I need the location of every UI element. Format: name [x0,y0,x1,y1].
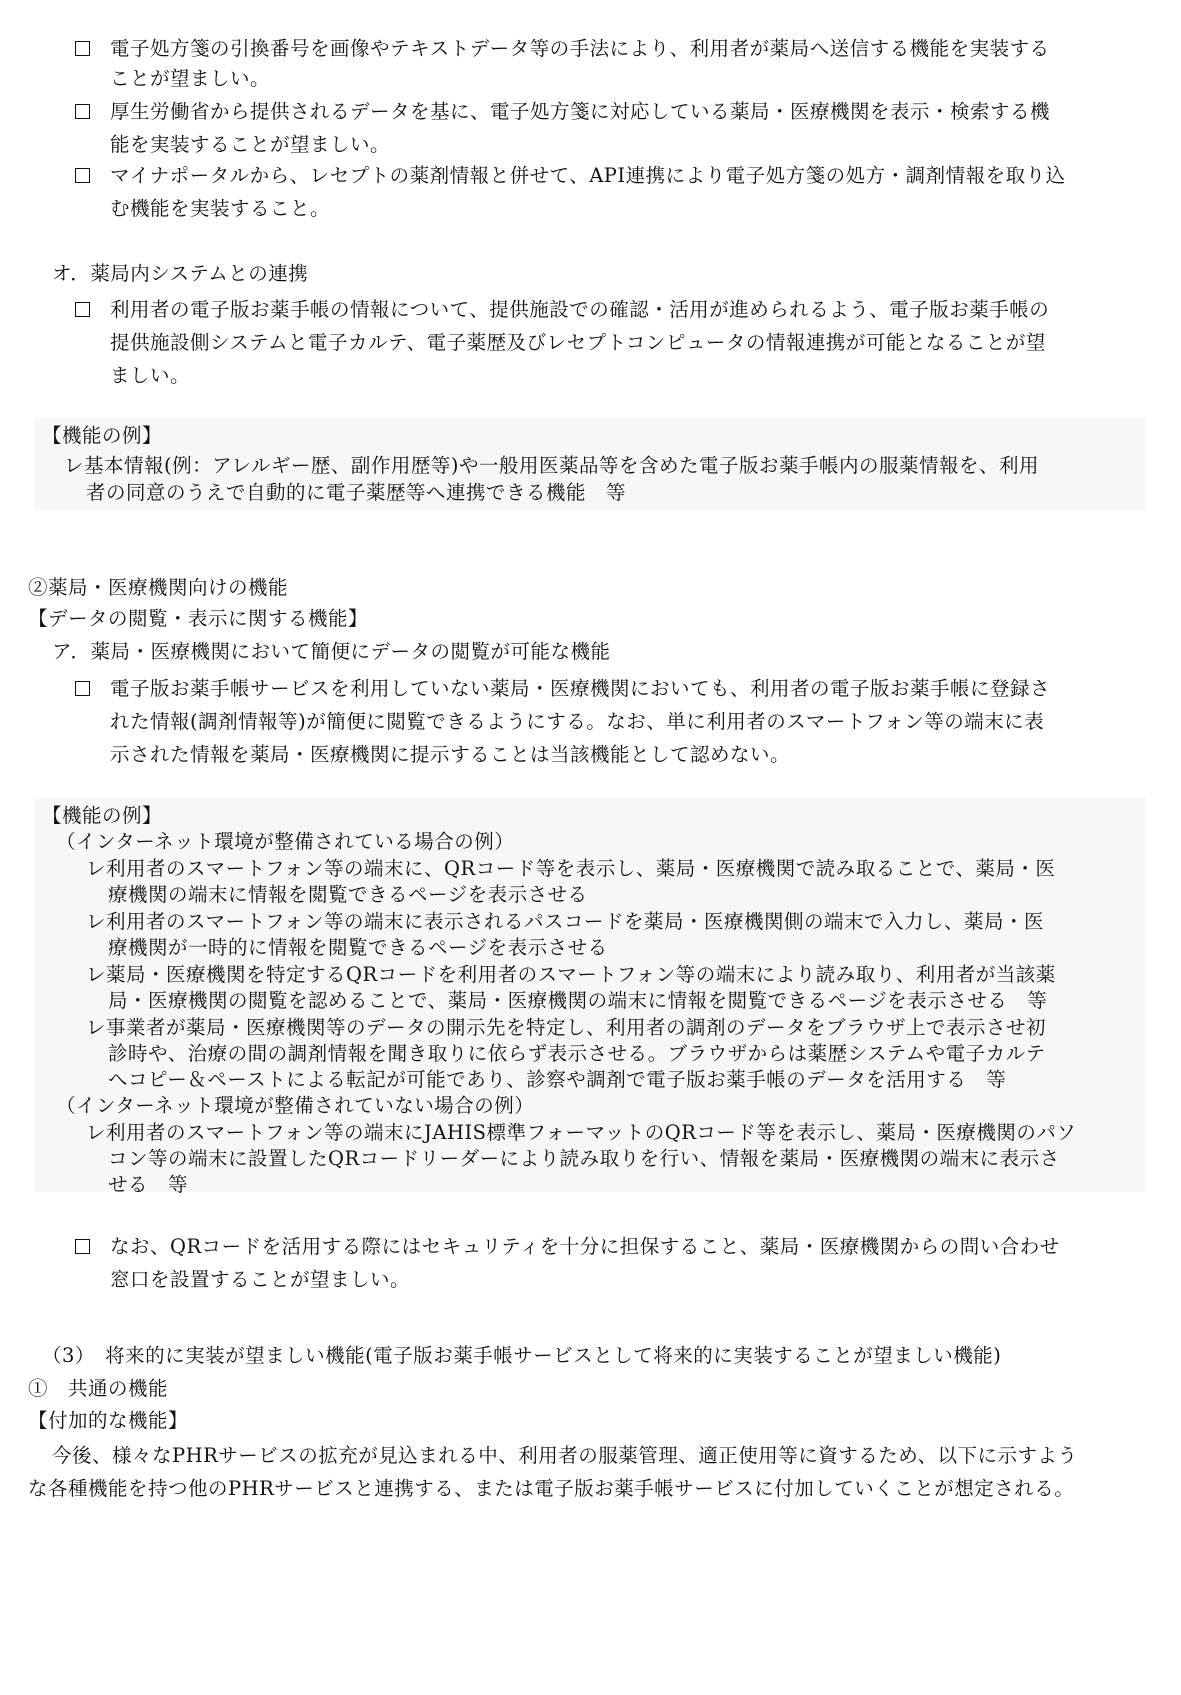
example-item-line: レ利用者のスマートフォン等の端末に表示されるパスコードを薬局・医療機関側の端末で入力し、薬局・医 [86,910,1045,933]
example-item-line: レ利用者のスマートフォン等の端末に、QRコード等を表示し、薬局・医療機関で読み取ることで、薬局・医 [86,857,1056,880]
example-subheading: （インターネット環境が整備されている場合の例） [56,830,515,853]
example-box-title: 【機能の例】 [42,804,163,827]
list-item-line: 提供施設側システムと電子カルテ、電子薬歴及びレセプトコンピュータの情報連携が可能となることが望 [110,331,1046,354]
list-item-line: む機能を実装すること。 [110,197,331,220]
example-item-line: へコピー＆ペーストによる転記が可能であり、診察や調剤で電子版お薬手帳のデータを活用する 等 [108,1068,1007,1091]
list-item-line: 電子処方箋の引換番号を画像やテキストデータ等の手法により、利用者が薬局へ送信する機能を実装する [110,37,1050,60]
example-box-title: 【機能の例】 [42,424,163,447]
example-item-line: レ基本情報(例：アレルギー歴、副作用歴等)や一般用医薬品等を含めた電子版お薬手帳内の服薬情報を、利用 [64,454,1039,477]
section-subheading: 【データの閲覧・表示に関する機能】 [28,607,369,630]
list-item-line: マイナポータルから、レセプトの薬剤情報と併せて、API連携により電子処方箋の処方・調剤情報を取り込 [110,164,1066,187]
section-subheading: 【付加的な機能】 [28,1409,189,1432]
example-item-line: 診時や、治療の間の調剤情報を聞き取りに依らず表示させる。ブラウザからは薬歴システムや電子カルテ [108,1042,1046,1065]
example-item-line: 局・医療機関の閲覧を認めることで、薬局・医療機関の端末に情報を閲覧できるページを表示させる 等 [108,989,1048,1012]
checkbox[interactable] [75,302,90,317]
list-item-line: 電子版お薬手帳サービスを利用していない薬局・医療機関においても、利用者の電子版お薬手帳に登録さ [110,677,1051,700]
section-subheading: ① 共通の機能 [28,1377,169,1400]
list-item-line: なお、QRコードを活用する際にはセキュリティを十分に担保すること、薬局・医療機関からの問い合わせ [110,1235,1060,1258]
example-item-line: せる 等 [108,1173,189,1196]
list-item-line: 窓口を設置することが望ましい。 [110,1268,411,1291]
section-heading: オ．薬局内システムとの連携 [52,262,309,285]
checkbox[interactable] [75,168,90,183]
list-item-line: 厚生労働省から提供されるデータを基に、電子処方箋に対応している薬局・医療機関を表示・検索する機 [110,100,1051,123]
item-heading: ア．薬局・医療機関において簡便にデータの閲覧が可能な機能 [52,640,611,663]
example-item-line: レ利用者のスマートフォン等の端末にJAHIS標準フォーマットのQRコード等を表示し、薬局・医療機関のパソ [86,1121,1077,1144]
checkbox[interactable] [75,1239,90,1254]
example-item-line: 療機関が一時的に情報を閲覧できるページを表示させる [108,936,608,959]
example-item-line: 者の同意のうえで自動的に電子薬歴等へ連携できる機能 等 [86,481,627,504]
list-item-line: 示された情報を薬局・医療機関に提示することは当該機能として認めない。 [110,743,791,766]
paragraph-line: な各種機能を持つ他のPHRサービスと連携する、または電子版お薬手帳サービスに付加していくことが想定される。 [28,1477,1075,1500]
list-item-line: ことが望ましい。 [110,67,271,90]
checkbox[interactable] [75,104,90,119]
example-item-line: 療機関の端末に情報を閲覧できるページを表示させる [108,883,588,906]
list-item-line: 能を実装することが望ましい。 [110,133,391,156]
example-item-line: レ事業者が薬局・医療機関等のデータの開示先を特定し、利用者の調剤のデータをブラウザ上で表示させ初 [86,1016,1047,1039]
example-item-line: レ薬局・医療機関を特定するQRコードを利用者のスマートフォン等の端末により読み取り、利用者が当該薬 [86,963,1056,986]
checkbox[interactable] [75,41,90,56]
section-heading: ②薬局・医療機関向けの機能 [28,576,289,599]
list-item-line: れた情報(調剤情報等)が簡便に閲覧できるようにする。なお、単に利用者のスマートフォン等の端末に表 [110,710,1045,733]
list-item-line: 利用者の電子版お薬手帳の情報について、提供施設での確認・活用が進められるよう、電子版お薬手帳の [110,298,1050,321]
paragraph-line: 今後、様々なPHRサービスの拡充が見込まれる中、利用者の服薬管理、適正使用等に資するため、以下に示すよう [52,1444,1078,1467]
list-item-line: ましい。 [110,364,191,387]
example-subheading: （インターネット環境が整備されていない場合の例） [56,1094,535,1117]
section-heading: （3） 将来的に実装が望ましい機能(電子版お薬手帳サービスとして将来的に実装することが望ましい機能) [42,1344,1002,1367]
example-item-line: コン等の端末に設置したQRコードリーダーにより読み取りを行い、情報を薬局・医療機関の端末に表示さ [108,1147,1060,1170]
checkbox[interactable] [75,681,90,696]
